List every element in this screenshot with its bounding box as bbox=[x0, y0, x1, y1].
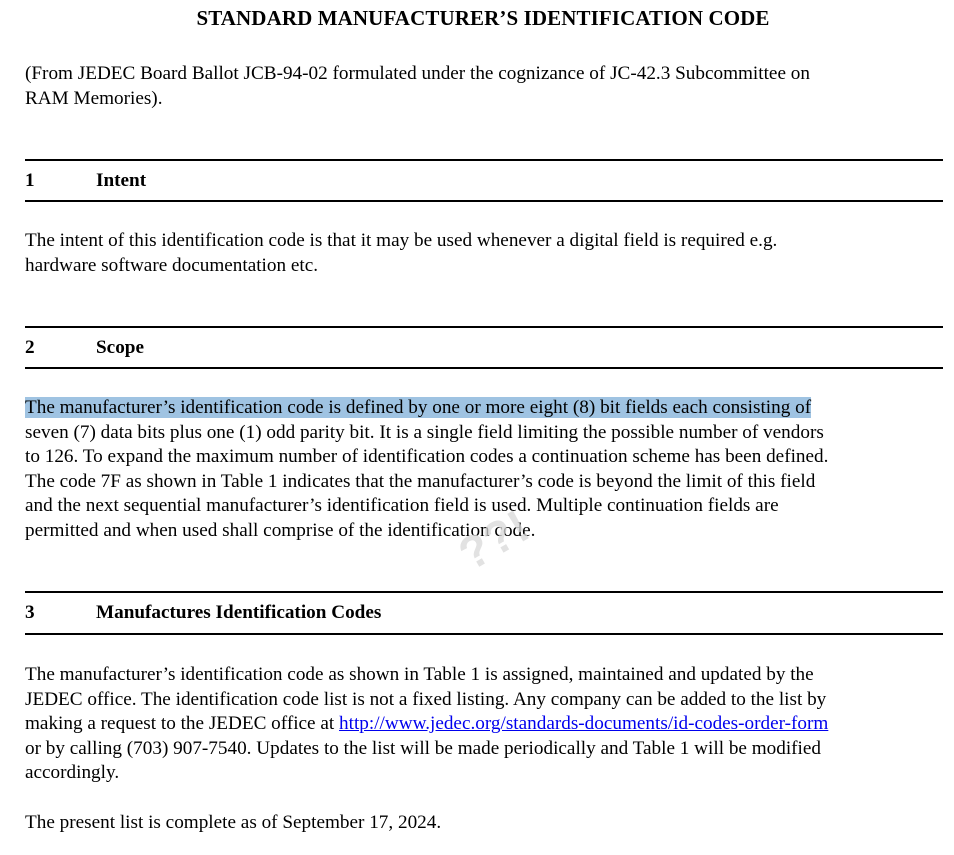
section-1-number: 1 bbox=[25, 170, 35, 191]
section-divider bbox=[25, 200, 943, 202]
paragraph-line: and the next sequential manufacturer’s identification field is used. Multiple continuation fields are bbox=[25, 495, 779, 516]
paragraph-line: The intent of this identification code is that it may be used whenever a digital field is required e.g. bbox=[25, 230, 778, 251]
scope-paragraph bbox=[25, 396, 828, 543]
paragraph-line: JEDEC office. The identification code list is not a fixed listing. Any company can be added to the list by bbox=[25, 688, 827, 710]
intent-paragraph bbox=[25, 229, 777, 278]
section-divider bbox=[25, 367, 943, 369]
section-3-title: Manufactures Identification Codes bbox=[96, 602, 382, 623]
paragraph-line: seven (7) data bits plus one (1) odd parity bit. It is a single field limiting the possible number of vendors bbox=[25, 421, 824, 443]
watermark-question-marks: ??! bbox=[449, 499, 538, 581]
intro-line: (From JEDEC Board Ballot JCB-94-02 formulated under the cognizance of JC-42.3 Subcommittee on bbox=[25, 63, 810, 84]
link-prefix-text: making a request to the JEDEC office at bbox=[25, 713, 340, 734]
section-divider bbox=[25, 159, 943, 161]
codes-paragraph bbox=[25, 663, 828, 786]
section-divider bbox=[25, 633, 943, 635]
paragraph-line bbox=[25, 712, 828, 737]
section-divider bbox=[25, 326, 943, 328]
section-2-title: Scope bbox=[96, 337, 144, 358]
paragraph-line: permitted and when used shall comprise of the identification code. bbox=[25, 519, 536, 541]
section-1-title: Intent bbox=[96, 170, 147, 191]
document-title: STANDARD MANUFACTURER’S IDENTIFICATION CODE bbox=[196, 6, 770, 30]
intro-line: RAM Memories). bbox=[25, 87, 163, 109]
paragraph-line: or by calling (703) 907-7540. Updates to the list will be made periodically and Table 1 will be modified bbox=[25, 737, 821, 759]
paragraph-line: hardware software documentation etc. bbox=[25, 254, 319, 276]
id-codes-order-form-link[interactable]: http://www.jedec.org/standards-documents/id-codes-order-form bbox=[339, 713, 829, 734]
intro-paragraph bbox=[25, 62, 810, 111]
paragraph-line: The code 7F as shown in Table 1 indicates that the manufacturer’s code is beyond the limit of this field bbox=[25, 470, 816, 492]
paragraph-line: to 126. To expand the maximum number of identification codes a continuation scheme has been defined. bbox=[25, 446, 829, 467]
section-divider bbox=[25, 591, 943, 593]
highlighted-text-selection[interactable]: The manufacturer’s identification code is defined by one or more eight (8) bit fields each consisting of bbox=[25, 397, 812, 418]
paragraph-line: The manufacturer’s identification code as shown in Table 1 is assigned, maintained and updated by the bbox=[25, 664, 814, 685]
section-3-number: 3 bbox=[25, 602, 35, 623]
section-2-number: 2 bbox=[25, 337, 35, 358]
completion-note: The present list is complete as of September 17, 2024. bbox=[25, 812, 442, 833]
paragraph-line: accordingly. bbox=[25, 762, 120, 783]
